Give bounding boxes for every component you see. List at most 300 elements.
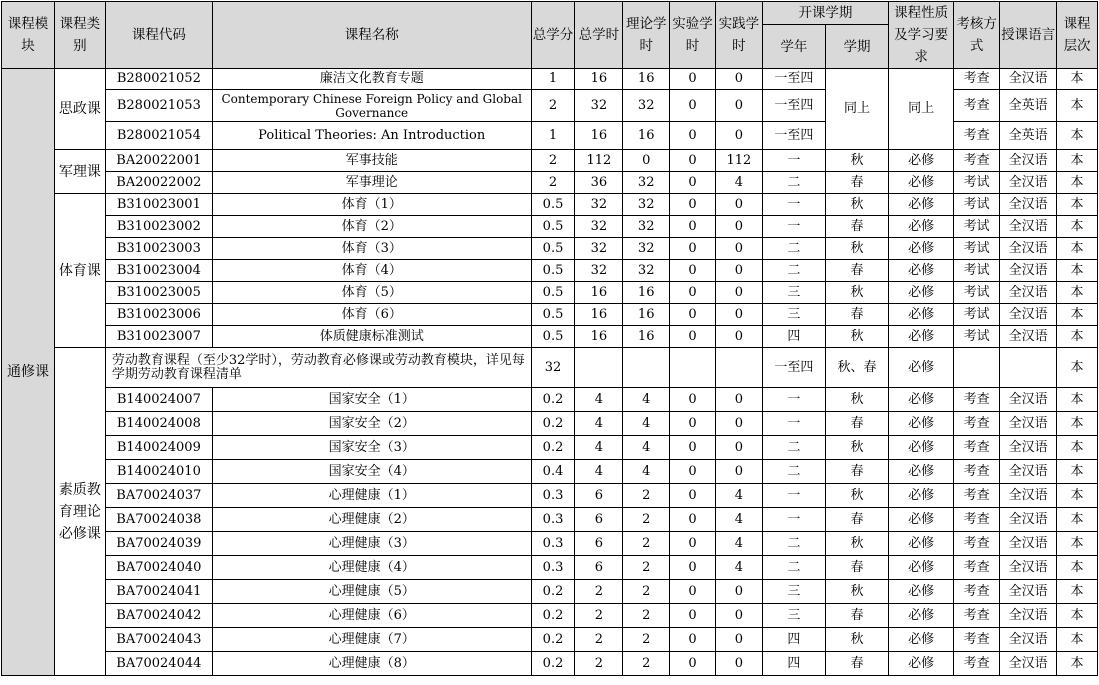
cell-name: 体育（5） [212,282,531,304]
cell-hours: 2 [575,628,623,652]
cell-level: 本 [1057,412,1098,436]
category-cell-suzhi: 素质教育理论必修课 [54,348,105,676]
cell-language: 全汉语 [1000,150,1057,172]
cell-year: 一至四 [762,122,825,150]
cell-lab: 0 [670,238,716,260]
cell-exam: 考查 [954,652,1000,676]
cell-credits: 0.2 [531,388,575,412]
cell-nature: 必修 [889,604,954,628]
cell-lab: 0 [670,484,716,508]
cell-lab: 0 [670,282,716,304]
cell-code: BA70024038 [105,508,212,532]
cell-practice: 112 [715,150,762,172]
cell-hours: 32 [575,90,623,122]
cell-practice: 0 [715,194,762,216]
cell-level: 本 [1057,122,1098,150]
cell-practice: 0 [715,388,762,412]
cell-semester: 春 [825,304,888,326]
cell-practice: 0 [715,460,762,484]
cell-theory: 4 [623,436,670,460]
cell-exam: 考查 [954,150,1000,172]
cell-exam: 考查 [954,412,1000,436]
cell-credits: 0.3 [531,484,575,508]
category-cell-sizheng: 思政课 [54,69,105,150]
cell-practice: 4 [715,484,762,508]
cell-code: BA70024043 [105,628,212,652]
cell-nature: 必修 [889,326,954,348]
cell-code: BA70024039 [105,532,212,556]
cell-theory: 16 [623,122,670,150]
cell-practice: 4 [715,532,762,556]
cell-hours: 4 [575,388,623,412]
cell-nature: 必修 [889,238,954,260]
cell-code: B140024010 [105,460,212,484]
cell-theory: 2 [623,532,670,556]
cell-theory: 32 [623,194,670,216]
cell-language: 全汉语 [1000,484,1057,508]
cell-credits: 0.5 [531,304,575,326]
cell-credits: 0.2 [531,436,575,460]
cell-level: 本 [1057,460,1098,484]
cell-year: 一 [762,484,825,508]
cell-year: 二 [762,556,825,580]
cell-nature: 必修 [889,580,954,604]
cell-lab: 0 [670,604,716,628]
cell-nature: 必修 [889,628,954,652]
cell-name: 国家安全（2） [212,412,531,436]
cell-hours: 16 [575,282,623,304]
cell-credits: 2 [531,90,575,122]
cell-practice: 0 [715,69,762,90]
cell-code: BA70024041 [105,580,212,604]
cell-semester: 秋 [825,436,888,460]
cell-hours: 112 [575,150,623,172]
cell-practice: 0 [715,304,762,326]
cell-language: 全汉语 [1000,326,1057,348]
cell-year: 一 [762,388,825,412]
cell-language: 全英语 [1000,90,1057,122]
cell-year: 三 [762,604,825,628]
cell-language: 全汉语 [1000,216,1057,238]
cell-practice: 0 [715,604,762,628]
cell-theory: 16 [623,304,670,326]
cell-code: B310023005 [105,282,212,304]
cell-theory: 0 [623,150,670,172]
cell-credits: 0.2 [531,628,575,652]
cell-lab: 0 [670,460,716,484]
cell-year: 三 [762,580,825,604]
table-row [2,508,1098,532]
cell-level: 本 [1057,216,1098,238]
cell-level: 本 [1057,90,1098,122]
cell-language: 全汉语 [1000,628,1057,652]
header-level: 课程层次 [1057,2,1098,69]
cell-credits: 0.4 [531,460,575,484]
cell-semester: 秋 [825,532,888,556]
header-theory: 理论学时 [623,2,670,69]
cell-theory: 4 [623,460,670,484]
cell-language: 全汉语 [1000,460,1057,484]
cell-language: 全汉语 [1000,532,1057,556]
cell-lab: 0 [670,580,716,604]
cell-language: 全汉语 [1000,580,1057,604]
cell-nature: 同上 [889,69,954,150]
cell-code: B310023006 [105,304,212,326]
cell-hours: 6 [575,508,623,532]
cell-code: B310023003 [105,238,212,260]
cell-theory: 2 [623,484,670,508]
table-row [2,460,1098,484]
cell-language: 全汉语 [1000,172,1057,194]
cell-semester: 秋 [825,150,888,172]
cell-level: 本 [1057,388,1098,412]
cell-credits: 0.5 [531,194,575,216]
table-row [2,580,1098,604]
cell-semester: 同上 [825,69,888,150]
cell-lab: 0 [670,628,716,652]
cell-year: 一 [762,194,825,216]
cell-semester: 秋 [825,628,888,652]
cell-level: 本 [1057,150,1098,172]
table-row [2,150,1098,172]
cell-semester: 秋 [825,388,888,412]
cell-level: 本 [1057,238,1098,260]
cell-nature: 必修 [889,556,954,580]
cell-semester: 春 [825,556,888,580]
cell-lab: 0 [670,150,716,172]
cell-credits: 0.2 [531,580,575,604]
cell-theory: 32 [623,216,670,238]
table-row [2,388,1098,412]
cell-hours: 16 [575,69,623,90]
cell-semester: 春 [825,216,888,238]
cell-semester: 秋 [825,282,888,304]
header-exam: 考核方式 [954,2,1000,69]
cell-level: 本 [1057,304,1098,326]
cell-language: 全汉语 [1000,69,1057,90]
cell-theory: 2 [623,580,670,604]
cell-nature: 必修 [889,216,954,238]
cell-code: BA70024044 [105,652,212,676]
cell-theory: 32 [623,260,670,282]
course-table [1,1,1098,676]
cell-name: 体育（1） [212,194,531,216]
cell-practice: 0 [715,238,762,260]
cell-language: 全汉语 [1000,652,1057,676]
table-row [2,304,1098,326]
cell-name: 国家安全（1） [212,388,531,412]
cell-language: 全汉语 [1000,604,1057,628]
cell-year: 一 [762,412,825,436]
cell-lab: 0 [670,652,716,676]
cell-year: 四 [762,652,825,676]
cell-level: 本 [1057,436,1098,460]
cell-name: 军事理论 [212,172,531,194]
cell-code: B280021052 [105,69,212,90]
cell-theory: 32 [623,172,670,194]
cell-name: 体育（6） [212,304,531,326]
cell-code: B280021053 [105,90,212,122]
header-hours: 总学时 [575,2,623,69]
cell-semester: 春 [825,508,888,532]
cell-theory: 16 [623,69,670,90]
cell-hours: 16 [575,326,623,348]
cell-name: 心理健康（4） [212,556,531,580]
cell-hours: 2 [575,604,623,628]
cell-practice: 0 [715,628,762,652]
cell-language: 全汉语 [1000,304,1057,326]
cell-code: B310023002 [105,216,212,238]
cell-language [1000,348,1057,388]
table-row [2,628,1098,652]
cell-exam: 考查 [954,388,1000,412]
cell-hours: 2 [575,652,623,676]
cell-credits: 2 [531,150,575,172]
cell-nature: 必修 [889,150,954,172]
cell-name: 心理健康（3） [212,532,531,556]
cell-credits: 2 [531,172,575,194]
cell-language: 全汉语 [1000,194,1057,216]
cell-nature: 必修 [889,260,954,282]
cell-hours: 32 [575,216,623,238]
cell-name: 心理健康（8） [212,652,531,676]
table-row [2,216,1098,238]
cell-exam: 考查 [954,508,1000,532]
header-term-group: 开课学期 [762,2,888,25]
table-row [2,172,1098,194]
cell-nature: 必修 [889,172,954,194]
cell-name: 心理健康（1） [212,484,531,508]
header-code: 课程代码 [105,2,212,69]
module-cell: 通修课 [2,69,55,676]
cell-year: 二 [762,172,825,194]
cell-lab: 0 [670,194,716,216]
cell-exam: 考查 [954,628,1000,652]
cell-practice: 0 [715,122,762,150]
cell-theory [623,348,670,388]
cell-exam: 考查 [954,532,1000,556]
cell-year: 四 [762,628,825,652]
cell-level: 本 [1057,556,1098,580]
cell-exam: 考查 [954,436,1000,460]
cell-credits: 0.2 [531,652,575,676]
table-row [2,436,1098,460]
cell-exam: 考查 [954,90,1000,122]
cell-code: B310023001 [105,194,212,216]
cell-lab: 0 [670,556,716,580]
cell-code: B310023004 [105,260,212,282]
cell-theory: 2 [623,628,670,652]
cell-nature: 必修 [889,194,954,216]
cell-exam: 考查 [954,556,1000,580]
header-practice: 实践学时 [715,2,762,69]
cell-practice: 0 [715,436,762,460]
cell-practice [715,348,762,388]
cell-hours: 6 [575,532,623,556]
cell-nature: 必修 [889,460,954,484]
header-year: 学年 [762,25,825,69]
table-row [2,412,1098,436]
table-row [2,69,1098,90]
table-row [2,652,1098,676]
cell-theory: 16 [623,282,670,304]
cell-language: 全汉语 [1000,556,1057,580]
cell-level: 本 [1057,508,1098,532]
cell-lab: 0 [670,304,716,326]
cell-name: 军事技能 [212,150,531,172]
cell-name: 体育（2） [212,216,531,238]
table-row [2,604,1098,628]
cell-exam: 考试 [954,304,1000,326]
cell-semester: 秋、春 [825,348,888,388]
cell-name: 心理健康（7） [212,628,531,652]
cell-lab: 0 [670,436,716,460]
cell-semester: 春 [825,172,888,194]
cell-code: B140024009 [105,436,212,460]
cell-hours [575,348,623,388]
cell-year: 一 [762,508,825,532]
cell-exam: 考查 [954,484,1000,508]
cell-lab: 0 [670,216,716,238]
cell-name: Contemporary Chinese Foreign Policy and Global Governance [212,90,531,122]
cell-practice: 4 [715,556,762,580]
cell-semester: 秋 [825,580,888,604]
cell-level: 本 [1057,628,1098,652]
header-category: 课程类别 [54,2,105,69]
cell-lab: 0 [670,90,716,122]
header-lab: 实验学时 [670,2,716,69]
cell-theory: 4 [623,412,670,436]
table-row [2,326,1098,348]
header-nature: 课程性质及学习要求 [889,2,954,69]
cell-credits: 32 [531,348,575,388]
header-credits: 总学分 [531,2,575,69]
cell-credits: 0.5 [531,260,575,282]
cell-language: 全汉语 [1000,436,1057,460]
cell-exam [954,348,1000,388]
cell-credits: 0.3 [531,508,575,532]
cell-language: 全汉语 [1000,412,1057,436]
cell-exam: 考查 [954,122,1000,150]
cell-credits: 0.2 [531,412,575,436]
cell-year: 四 [762,326,825,348]
cell-practice: 0 [715,260,762,282]
cell-credits: 1 [531,122,575,150]
cell-level: 本 [1057,580,1098,604]
cell-theory: 2 [623,652,670,676]
cell-language: 全汉语 [1000,388,1057,412]
cell-year: 三 [762,304,825,326]
cell-year: 一 [762,150,825,172]
cell-year: 一 [762,216,825,238]
cell-practice: 0 [715,580,762,604]
header-semester: 学期 [825,25,888,69]
cell-level: 本 [1057,260,1098,282]
cell-name: 廉洁文化教育专题 [212,69,531,90]
cell-level: 本 [1057,484,1098,508]
cell-hours: 6 [575,484,623,508]
cell-hours: 4 [575,412,623,436]
cell-hours: 36 [575,172,623,194]
cell-nature: 必修 [889,652,954,676]
cell-exam: 考查 [954,580,1000,604]
table-row [2,282,1098,304]
cell-level: 本 [1057,652,1098,676]
cell-lab: 0 [670,388,716,412]
cell-language: 全汉语 [1000,508,1057,532]
cell-level: 本 [1057,604,1098,628]
cell-semester: 春 [825,412,888,436]
cell-code: B310023007 [105,326,212,348]
cell-credits: 0.5 [531,326,575,348]
cell-lab: 0 [670,326,716,348]
cell-name: 国家安全（3） [212,436,531,460]
cell-year: 二 [762,436,825,460]
cell-code: BA70024042 [105,604,212,628]
cell-lab: 0 [670,69,716,90]
cell-year: 二 [762,532,825,556]
cell-year: 一至四 [762,348,825,388]
cell-lab: 0 [670,122,716,150]
cell-name: 体育（3） [212,238,531,260]
cell-credits: 0.2 [531,604,575,628]
cell-practice: 4 [715,172,762,194]
cell-level: 本 [1057,326,1098,348]
cell-year: 二 [762,260,825,282]
cell-year: 二 [762,238,825,260]
cell-semester: 秋 [825,194,888,216]
cell-exam: 考试 [954,194,1000,216]
table-row [2,484,1098,508]
cell-hours: 16 [575,122,623,150]
cell-exam: 考试 [954,260,1000,282]
table-header [2,2,1098,69]
cell-year: 一至四 [762,90,825,122]
cell-code: BA70024037 [105,484,212,508]
table-row [2,532,1098,556]
cell-practice: 0 [715,326,762,348]
cell-credits: 0.5 [531,216,575,238]
cell-name: 国家安全（4） [212,460,531,484]
cell-hours: 16 [575,304,623,326]
cell-hours: 32 [575,260,623,282]
table-row [2,348,1098,388]
cell-credits: 1 [531,69,575,90]
cell-level: 本 [1057,194,1098,216]
cell-semester: 秋 [825,484,888,508]
cell-theory: 2 [623,604,670,628]
cell-language: 全英语 [1000,122,1057,150]
cell-level: 本 [1057,532,1098,556]
cell-theory: 32 [623,90,670,122]
cell-semester: 春 [825,652,888,676]
cell-exam: 考试 [954,172,1000,194]
cell-practice: 0 [715,282,762,304]
cell-exam: 考试 [954,216,1000,238]
cell-semester: 春 [825,604,888,628]
cell-level: 本 [1057,69,1098,90]
cell-exam: 考试 [954,238,1000,260]
cell-practice: 0 [715,216,762,238]
cell-credits: 0.3 [531,532,575,556]
cell-credits: 0.5 [531,238,575,260]
cell-year: 三 [762,282,825,304]
category-cell-junli: 军理课 [54,150,105,194]
cell-exam: 考查 [954,604,1000,628]
cell-hours: 32 [575,194,623,216]
cell-semester: 春 [825,460,888,484]
header-language: 授课语言 [1000,2,1057,69]
